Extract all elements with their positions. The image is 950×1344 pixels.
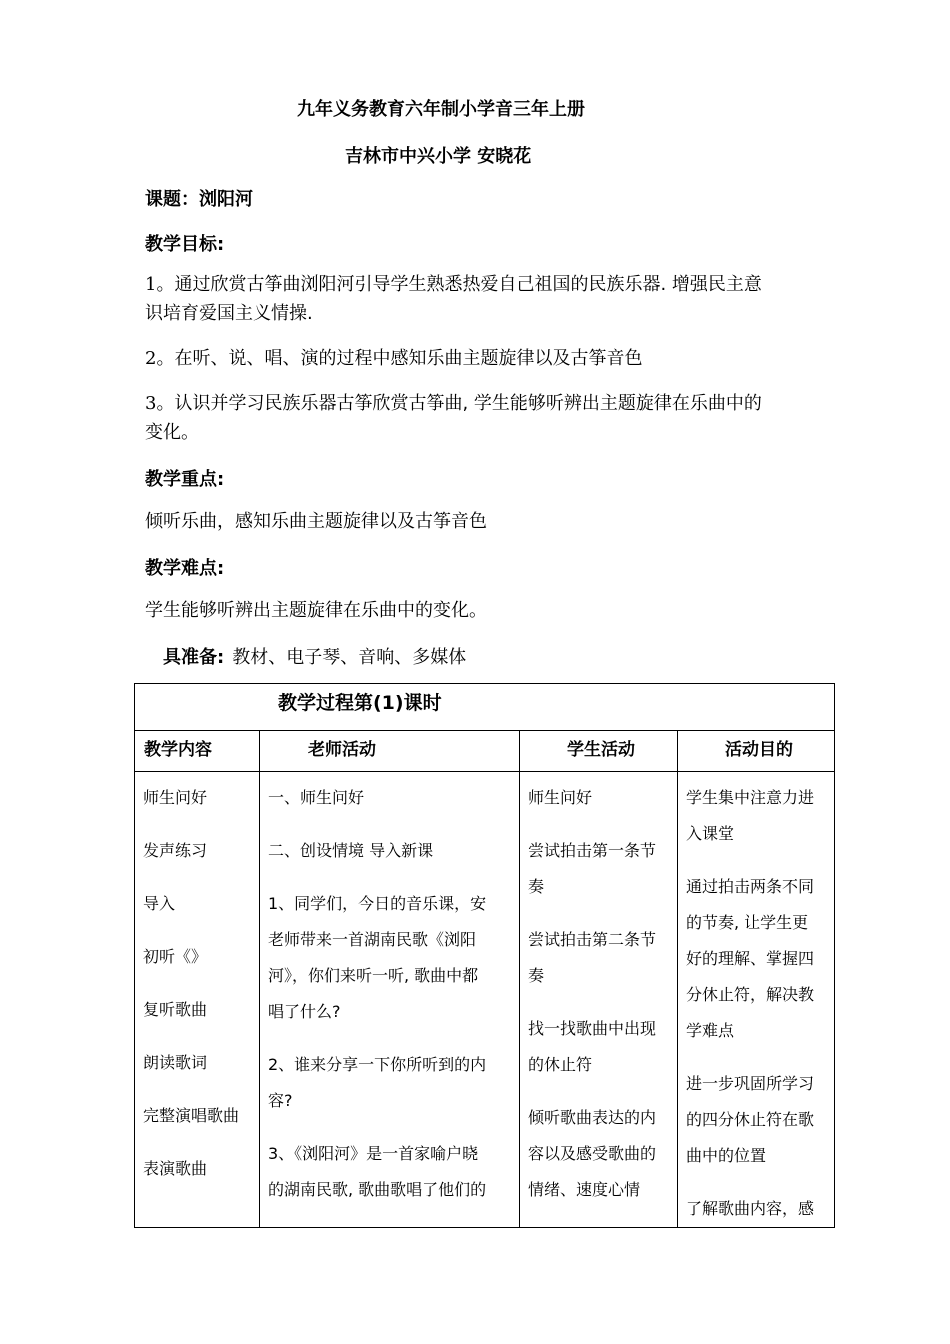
content-item: 初听《》 bbox=[143, 947, 208, 966]
teacher-item: 3、《浏阳河》是一首家喻户晓 bbox=[268, 1144, 479, 1163]
purpose-item: 曲中的位置 bbox=[686, 1146, 767, 1165]
content-item: 表演歌曲 bbox=[143, 1159, 208, 1178]
objective-text: 认识并学习民族乐器古筝欣赏古筝曲, 学生能够听辨出主题旋律在乐曲中的 bbox=[174, 393, 762, 414]
topic-value: 浏阳河 bbox=[199, 189, 253, 210]
student-item: 找一找歌曲中出现 bbox=[528, 1019, 657, 1038]
purpose-item: 的四分休止符在歌 bbox=[686, 1110, 815, 1129]
key-point-text: 倾听乐曲，感知乐曲主题旋律以及古筝音色 bbox=[145, 511, 487, 532]
header-purpose: 活动目的 bbox=[678, 731, 835, 772]
purpose-cell bbox=[678, 772, 835, 1228]
teacher-cell bbox=[260, 772, 520, 1228]
key-point-heading: 教学重点: bbox=[145, 469, 225, 490]
purpose-item: 的节奏, 让学生更 bbox=[686, 913, 809, 932]
student-item: 情绪、速度心情 bbox=[528, 1180, 641, 1199]
student-item: 的休止符 bbox=[528, 1055, 593, 1074]
purpose-item: 通过拍击两条不同 bbox=[686, 877, 815, 896]
student-item: 奏 bbox=[528, 877, 545, 896]
content-item: 完整演唱歌曲 bbox=[143, 1106, 240, 1125]
purpose-item: 好的理解、掌握四 bbox=[686, 949, 815, 968]
teacher-item: 二、创设情境 导入新课 bbox=[268, 841, 434, 860]
student-item: 尝试拍击第二条节 bbox=[528, 930, 657, 949]
objective-item-1 bbox=[145, 271, 762, 299]
header-teacher: 老师活动 bbox=[260, 731, 520, 772]
objective-item-3 bbox=[145, 390, 762, 418]
topic-label: 课题： bbox=[145, 189, 199, 210]
student-item: 奏 bbox=[528, 966, 545, 985]
student-item: 容以及感受歌曲的 bbox=[528, 1144, 657, 1163]
objective-text: 通过欣赏古筝曲浏阳河引导学生熟悉热爱自己祖国的民族乐器. 增强民主意 bbox=[174, 274, 762, 295]
preparation-text: 教材、电子琴、音响、多媒体 bbox=[232, 647, 467, 668]
content-item: 发声练习 bbox=[143, 841, 208, 860]
purpose-item: 学难点 bbox=[686, 1021, 735, 1040]
table-title: 教学过程第(1)课时 bbox=[278, 692, 442, 714]
objective-item-1-cont: 识培育爱国主义情操. bbox=[145, 303, 313, 324]
purpose-item: 入课堂 bbox=[686, 824, 735, 843]
student-item: 师生问好 bbox=[528, 788, 593, 807]
teacher-item: 的湖南民歌, 歌曲歌唱了他们的 bbox=[268, 1180, 487, 1199]
purpose-item: 进一步巩固所学习 bbox=[686, 1074, 815, 1093]
teacher-item: 2、谁来分享一下你所听到的内 bbox=[268, 1055, 487, 1074]
difficulty-heading: 教学难点: bbox=[145, 558, 225, 579]
objective-text: 在听、说、唱、演的过程中感知乐曲主题旋律以及古筝音色 bbox=[174, 348, 643, 369]
student-item: 倾听歌曲表达的内 bbox=[528, 1108, 657, 1127]
document-title: 九年义务教育六年制小学音三年上册 bbox=[297, 99, 585, 120]
content-item: 师生问好 bbox=[143, 788, 208, 807]
objectives-heading: 教学目标: bbox=[145, 234, 225, 255]
topic-line bbox=[145, 185, 253, 211]
objective-item-3-cont: 变化。 bbox=[145, 422, 199, 443]
teacher-item: 1、同学们，今日的音乐课，安 bbox=[268, 894, 487, 913]
header-student: 学生活动 bbox=[520, 731, 678, 772]
objective-num: 1。 bbox=[145, 274, 175, 295]
preparation-line bbox=[163, 643, 466, 669]
lesson-process-table bbox=[134, 683, 835, 1228]
content-item: 导入 bbox=[143, 894, 176, 913]
purpose-item: 分休止符，解决教 bbox=[686, 985, 815, 1004]
student-item: 尝试拍击第一条节 bbox=[528, 841, 657, 860]
objective-item-2 bbox=[145, 345, 642, 373]
table-title-cell bbox=[135, 684, 835, 731]
student-cell bbox=[520, 772, 678, 1228]
header-content: 教学内容 bbox=[135, 731, 260, 772]
author-line: 吉林市中兴小学 安晓花 bbox=[345, 146, 532, 167]
difficulty-text: 学生能够听辨出主题旋律在乐曲中的变化。 bbox=[145, 600, 487, 621]
teacher-item: 唱了什么? bbox=[268, 1002, 341, 1021]
purpose-item: 了解歌曲内容，感 bbox=[686, 1199, 815, 1218]
teacher-item: 河》，你们来听一听, 歌曲中都 bbox=[268, 966, 479, 985]
content-item: 复听歌曲 bbox=[143, 1000, 208, 1019]
teacher-item: 老师带来一首湖南民歌《浏阳 bbox=[268, 930, 477, 949]
preparation-label: 具准备: bbox=[163, 647, 225, 668]
content-cell bbox=[135, 772, 260, 1228]
content-item: 朗读歌词 bbox=[143, 1053, 208, 1072]
teacher-item: 一、师生问好 bbox=[268, 788, 365, 807]
purpose-item: 学生集中注意力进 bbox=[686, 788, 815, 807]
objective-num: 3。 bbox=[145, 393, 175, 414]
teacher-item: 容? bbox=[268, 1091, 293, 1110]
objective-num: 2。 bbox=[145, 348, 175, 369]
